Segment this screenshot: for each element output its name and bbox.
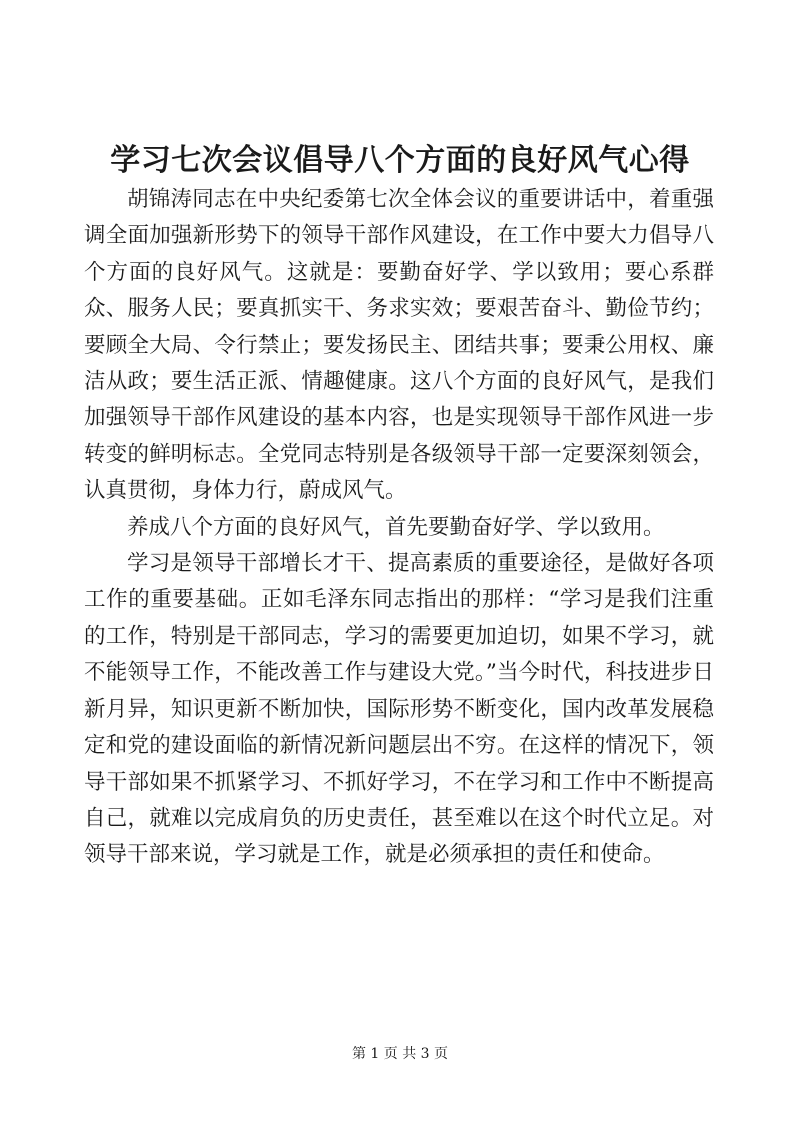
paragraph: 养成八个方面的良好风气，首先要勤奋好学、学以致用。 <box>127 514 665 540</box>
document-body <box>84 182 714 874</box>
paragraph: 胡锦涛同志在中央纪委第七次全体会议的重要讲话中，着重强调全面加强新形势下的领导干部作风建设，在工作中要大力倡导八个方面的良好风气。这就是：要勤奋好学、学以致用；要心系群众、服务人民；要真抓实干、务求实效；要艰苦奋斗、勤俭节约；要顾全大局、令行禁止；要发扬民主、团结共事；要秉公用权、廉洁从政；要生活正派、情趣健康。这八个方面的良好风气，是我们加强领导干部作风建设的基本内容，也是实现领导干部作风进一步转变的鲜明标志。全党同志特别是各级领导干部一定要深刻领会，认真贯彻，身体力行，蔚成风气。 <box>84 187 714 504</box>
page-number-footer: 第 1 页 共 3 页 <box>351 1046 449 1062</box>
paragraph: 学习是领导干部增长才干、提高素质的重要途径，是做好各项工作的重要基础。正如毛泽东同志指出的那样：“学习是我们注重的工作，特别是干部同志，学习的需要更加迫切，如果不学习，就不能领导工作，不能改善工作与建设大党。”当今时代，科技进步日新月异，知识更新不断加快，国际形势不断变化，国内改革发展稳定和党的建设面临的新情况新问题层出不穷。在这样的情况下，领导干部如果不抓紧学习、不抓好学习，不在学习和工作中不断提高自己，就难以完成肩负的历史责任，甚至难以在这个时代立足。对领导干部来说，学习就是工作，就是必须承担的责任和使命。 <box>84 551 714 868</box>
document-title: 学习七次会议倡导八个方面的良好风气心得 <box>110 143 690 178</box>
